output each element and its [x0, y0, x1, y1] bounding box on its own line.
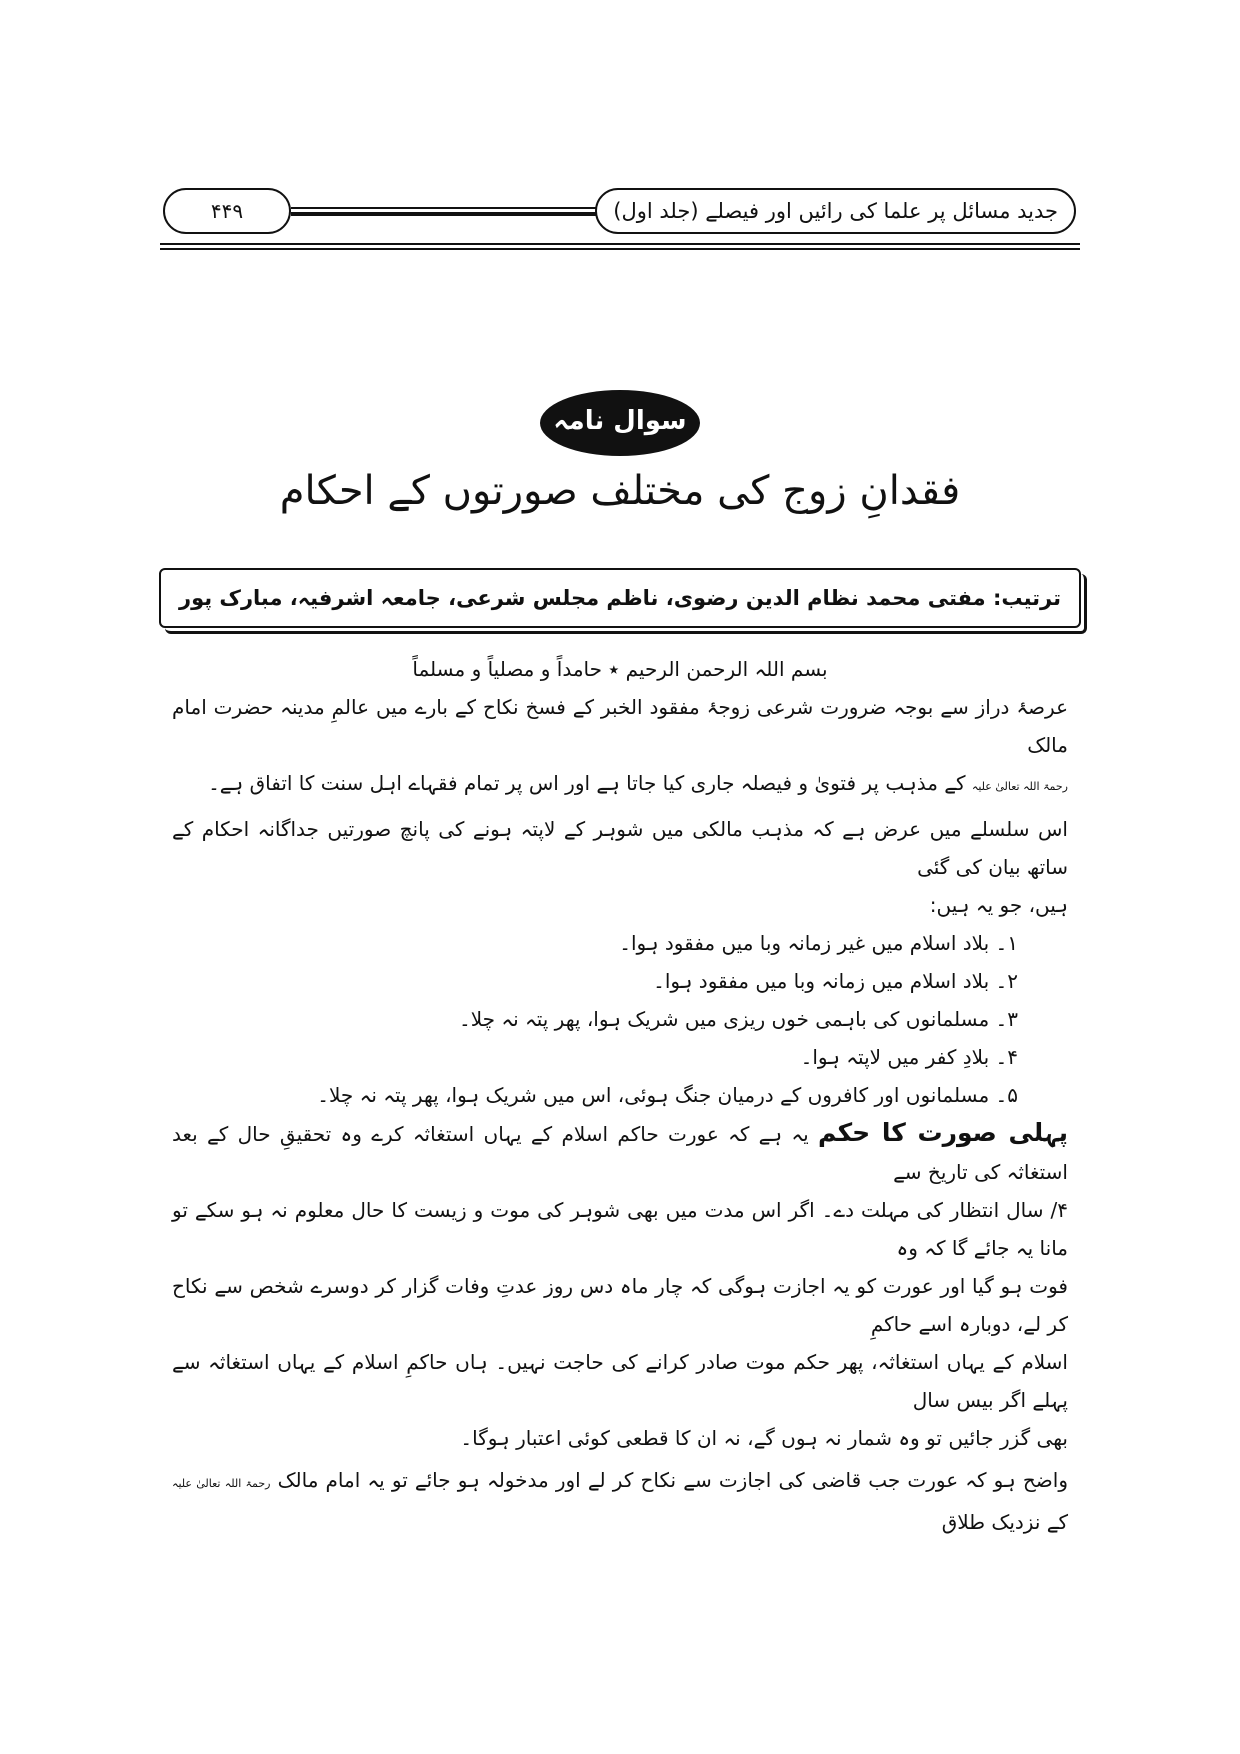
- paragraph-text: کے نزدیک طلاق: [941, 1510, 1068, 1534]
- page-number: ۴۴۹: [163, 188, 291, 234]
- ruling-heading: پہلی صورت کا حکم: [818, 1118, 1068, 1147]
- paragraph-text: یہ ہے کہ عورت حاکم اسلام کے یہاں استغاثہ کرے وہ تحقیقِ حال کے بعد استغاثہ کی تاریخ سے: [172, 1122, 1068, 1184]
- list-item: ۳۔ مسلمانوں کی باہمی خوں ریزی میں شریک ہوا، پھر پتہ نہ چلا۔: [458, 1007, 1018, 1031]
- list-item: ۴۔ بلادِ کفر میں لاپتہ ہوا۔: [800, 1045, 1018, 1069]
- paragraph-line: ۴/ سال انتظار کی مہلت دے۔ اگر اس مدت میں بھی شوہر کی موت و زیست کا حال معلوم نہ ہو سکے تو مانا یہ جائے گا کہ وہ: [172, 1198, 1068, 1260]
- paragraph-line: ہیں، جو یہ ہیں:: [929, 893, 1068, 917]
- paragraph-text: کے مذہب پر فتویٰ و فیصلہ جاری کیا جاتا ہے اور اس پر تمام فقہاے اہل سنت کا اتفاق ہے۔: [208, 771, 966, 795]
- header-divider-bottom: [160, 248, 1080, 250]
- paragraph-line: [172, 1461, 1068, 1541]
- page-title: فقدانِ زوج کی مختلف صورتوں کے احکام: [279, 468, 961, 514]
- honorific-glyph: رحمۃ اللہ تعالیٰ علیہ: [172, 1477, 271, 1490]
- list-item: ۲۔ بلاد اسلام میں زمانہ وبا میں مفقود ہوا۔: [653, 969, 1018, 993]
- bismillah: بسم اللہ الرحمن الرحیم ٭ حامداً و مصلیاً و مسلماً: [412, 657, 828, 681]
- paragraph-line: [172, 764, 1068, 806]
- book-title: جدید مسائل پر علما کی رائیں اور فیصلے (جلد اول): [595, 188, 1076, 234]
- section-badge: سوال نامہ: [540, 390, 700, 456]
- compiler-credit: ترتیب: مفتی محمد نظام الدین رضوی، ناظم مجلس شرعی، جامعہ اشرفیہ، مبارک پور: [159, 568, 1081, 628]
- paragraph-line: اس سلسلے میں عرض ہے کہ مذہب مالکی میں شوہر کے لاپتہ ہونے کی پانچ صورتیں جداگانہ احکام کے ساتھ بیان کی گئی: [172, 817, 1068, 879]
- honorific-glyph: رحمۃ اللہ تعالیٰ علیہ: [971, 780, 1068, 793]
- compiler-credit-wrap: [0, 568, 1240, 628]
- header-divider-top: [160, 243, 1080, 245]
- paragraph-line: عرصۂ دراز سے بوجہ ضرورت شرعی زوجۂ مفقود الخبر کے فسخ نکاح کے بارے میں عالمِ مدینہ حضرت امام مالک: [172, 695, 1068, 757]
- document-body: [172, 650, 1068, 1541]
- paragraph-line: بھی گزر جائیں تو وہ شمار نہ ہوں گے، نہ ان کا قطعی کوئی اعتبار ہوگا۔: [460, 1426, 1068, 1450]
- paragraph-line: [172, 1114, 1068, 1191]
- paragraph-line: اسلام کے یہاں استغاثہ، پھر حکم موت صادر کرانے کی حاجت نہیں۔ ہاں حاکمِ اسلام کے یہاں استغاثہ سے پہلے اگر بیس سال: [172, 1350, 1068, 1412]
- paragraph-line: فوت ہو گیا اور عورت کو یہ اجازت ہوگی کہ چار ماہ دس روز عدتِ وفات گزار کر دوسرے شخص سے نکاح کر لے، دوبارہ اسے حاکمِ: [172, 1274, 1068, 1336]
- list-item: ۵۔ مسلمانوں اور کافروں کے درمیان جنگ ہوئی، اس میں شریک ہوا، پھر پتہ نہ چلا۔: [317, 1083, 1018, 1107]
- paragraph-text: واضح ہو کہ عورت جب قاضی کی اجازت سے نکاح کر لے اور مدخولہ ہو جائے تو یہ امام مالک: [277, 1468, 1068, 1492]
- list-item: ۱۔ بلاد اسلام میں غیر زمانہ وبا میں مفقود ہوا۔: [619, 931, 1018, 955]
